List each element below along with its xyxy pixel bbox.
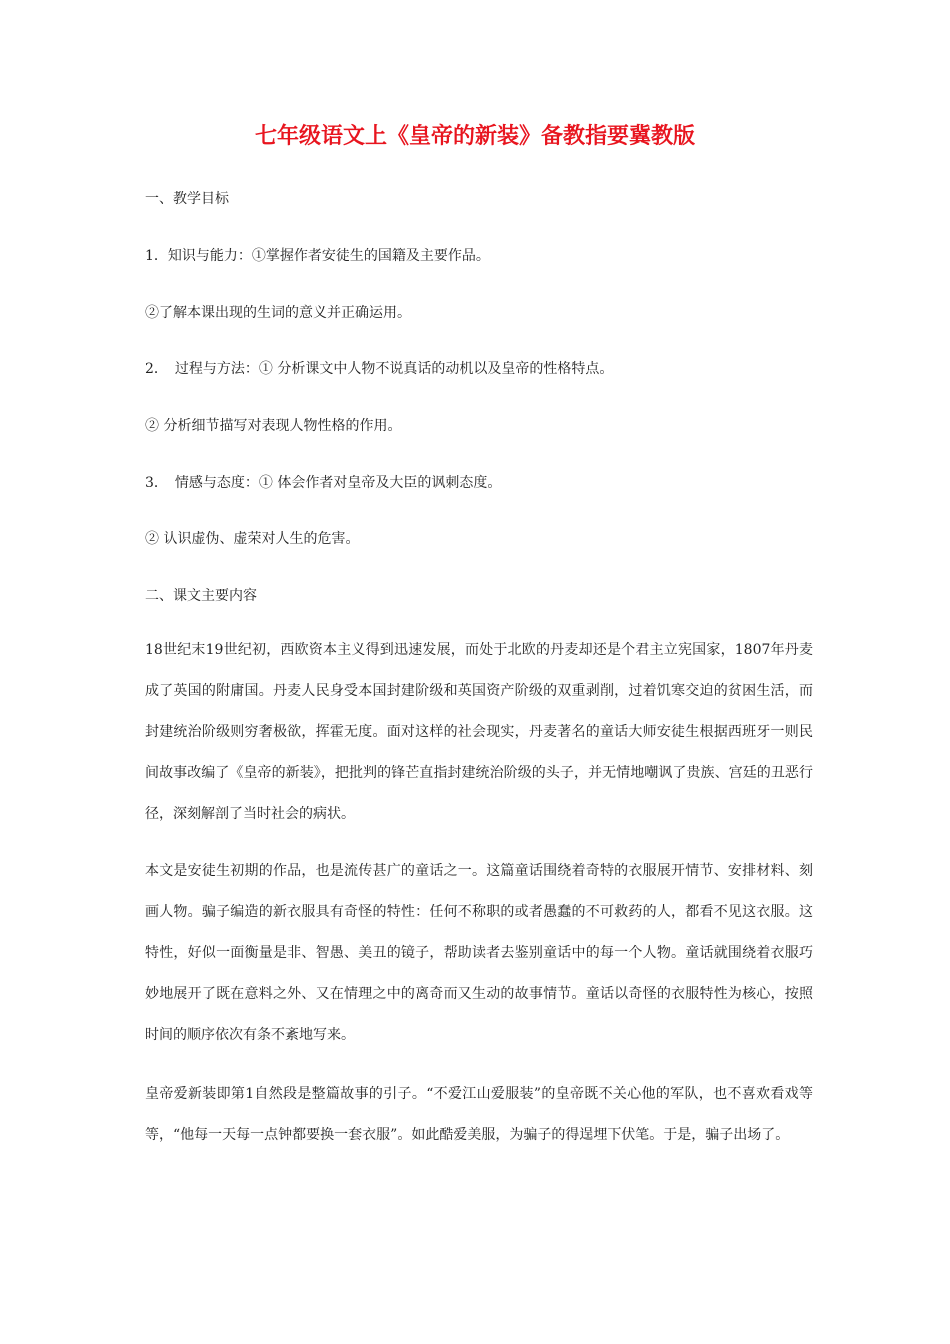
goal-emotion-attitude-2: ② 认识虚伪、虚荣对人生的危害。 (145, 531, 360, 547)
goal-process-method-1: 2． 过程与方法：① 分析课文中人物不说真话的动机以及皇帝的性格特点。 (145, 361, 614, 377)
section-heading-teaching-goals: 一、教学目标 (145, 191, 229, 207)
paragraph-background: 18世纪末19世纪初，西欧资本主义得到迅速发展，而处于北欧的丹麦却还是个君主立宪国家，1807年丹麦成了英国的附庸国。丹麦人民身受本国封建阶级和英国资产阶级的双重剥削，过着饥寒交迫的贫困生活，而封建统治阶级则穷奢极欲，挥霍无度。面对这样的社会现实，丹麦著名的童话大师安徒生根据西班牙一则民间故事改编了《皇帝的新装》，把批判的锋芒直指封建统治阶级的头子，并无情地嘲讽了贵族、宫廷的丑恶行径，深刻解剖了当时社会的病状。 (145, 642, 813, 822)
goal-emotion-attitude-1: 3． 情感与态度：① 体会作者对皇帝及大臣的讽刺态度。 (145, 475, 502, 491)
goal-process-method-2: ② 分析细节描写对表现人物性格的作用。 (145, 418, 402, 434)
goal-knowledge-ability-1: 1．知识与能力：①掌握作者安徒生的国籍及主要作品。 (145, 248, 490, 264)
document-title: 七年级语文上《皇帝的新装》备教指要冀教版 (254, 124, 695, 149)
section-heading-main-content: 二、课文主要内容 (145, 588, 257, 604)
goal-knowledge-ability-2: ②了解本课出现的生词的意义并正确运用。 (145, 305, 411, 321)
paragraph-story-overview: 本文是安徒生初期的作品，也是流传甚广的童话之一。这篇童话围绕着奇特的衣服展开情节、安排材料、刻画人物。骗子编造的新衣服具有奇怪的特性：任何不称职的或者愚蠢的不可救药的人，都看不见这衣服。这特性，好似一面衡量是非、智愚、美丑的镜子，帮助读者去鉴别童话中的每一个人物。童话就围绕着衣服巧妙地展开了既在意料之外、又在情理之中的离奇而又生动的故事情节。童话以奇怪的衣服特性为核心，按照时间的顺序依次有条不紊地写来。 (145, 863, 813, 1043)
paragraph-emperor-loves-clothes: 皇帝爱新装即第1自然段是整篇故事的引子。“不爱江山爱服装”的皇帝既不关心他的军队，也不喜欢看戏等等，“他每一天每一点钟都要换一套衣服”。如此酷爱美服，为骗子的得逞埋下伏笔。于是，骗子出场了。 (145, 1086, 813, 1143)
